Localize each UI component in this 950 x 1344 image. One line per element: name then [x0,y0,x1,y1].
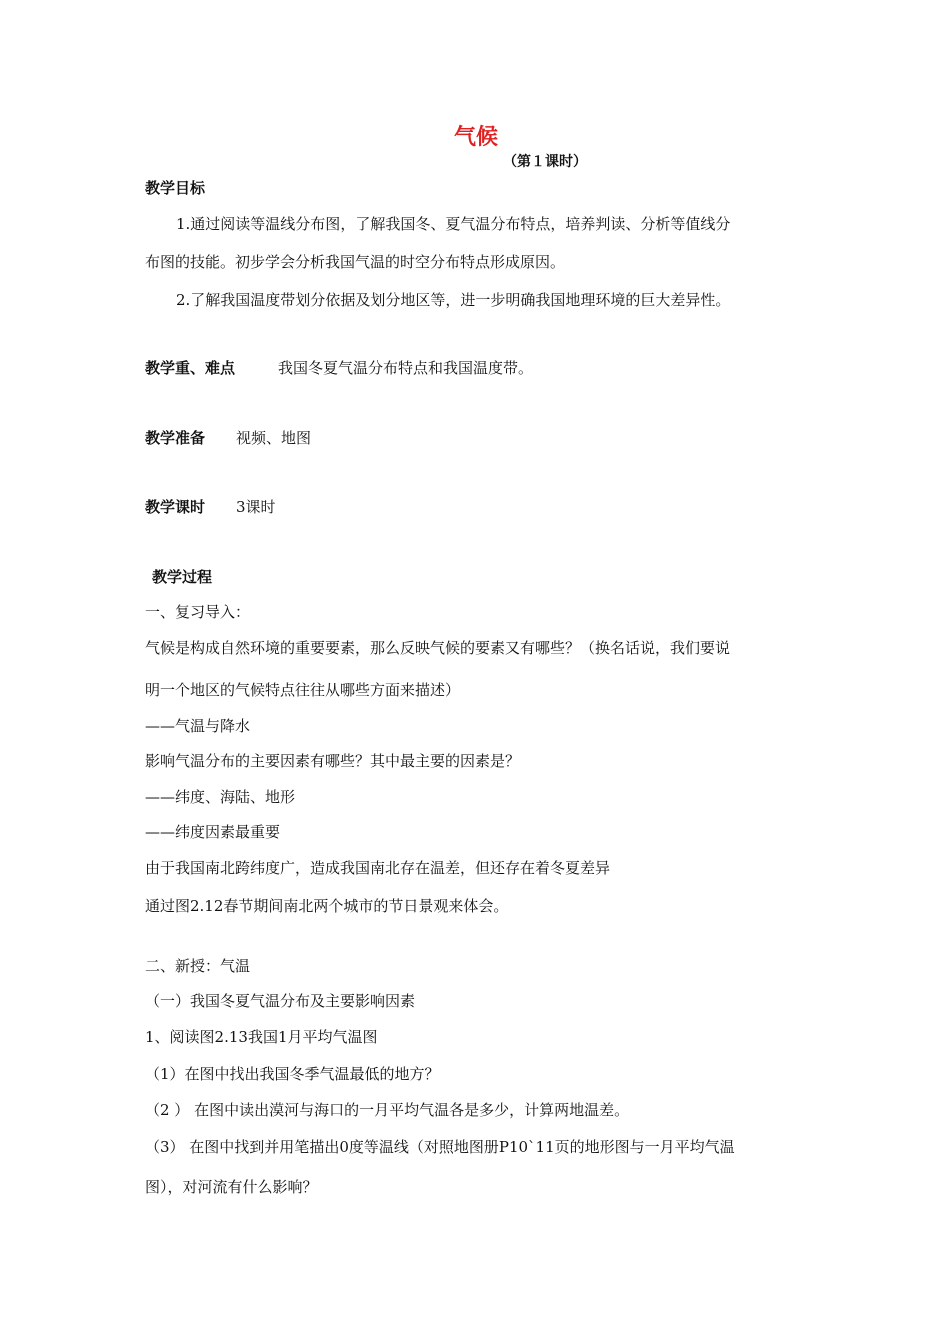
key-points-text: 我国冬夏气温分布特点和我国温度带。 [278,359,534,377]
preparation-text: 视频、地图 [236,429,312,447]
answer-2: ——纬度、海陆、地形 [145,788,296,806]
review-heading: 一、复习导入： [145,603,251,621]
periods-heading: 教学课时 [145,498,206,516]
preparation-heading: 教学准备 [145,429,206,447]
answer-3: ——纬度因素最重要 [145,823,281,841]
answer-1: ——气温与降水 [145,717,251,735]
objective-2: 2.了解我国温度带划分依据及划分地区等，进一步明确我国地理环境的巨大差异性。 [176,291,731,309]
question-1-line-1: 气候是构成自然环境的重要要素，那么反映气候的要素又有哪些？（换名话说，我们要说 [145,639,731,657]
task-3-line-1: （3） 在图中找到并用笔描出0度等温线（对照地图册P10`11页的地形图与一月平均气温 [145,1138,735,1156]
question-2: 影响气温分布的主要因素有哪些？其中最主要的因素是？ [145,752,521,770]
key-points-heading: 教学重、难点 [145,359,236,377]
question-1-line-2: 明一个地区的气候特点往往从哪些方面来描述） [145,681,461,699]
sub-heading: （一）我国冬夏气温分布及主要影响因素 [145,992,416,1010]
objectives-heading: 教学目标 [145,179,206,197]
task-3-line-2: 图），对河流有什么影响？ [145,1178,318,1196]
paragraph-2: 通过图2.12春节期间南北两个城市的节日景观来体会。 [145,897,509,915]
read-map-instruction: 1、阅读图2.13我国1月平均气温图 [145,1028,378,1046]
objective-1-line-1: 1.通过阅读等温线分布图，了解我国冬、夏气温分布特点，培养判读、分析等值线分 [176,215,731,233]
periods-text: 3课时 [236,498,276,516]
task-1: （1）在图中找出我国冬季气温最低的地方？ [145,1065,440,1083]
page-title: 气候 [454,125,499,150]
process-heading: 教学过程 [152,568,213,586]
objective-1-line-2: 布图的技能。初步学会分析我国气温的时空分布特点形成原因。 [145,253,566,271]
task-2: （2 ） 在图中读出漠河与海口的一月平均气温各是多少，计算两地温差。 [145,1101,630,1119]
new-lesson-heading: 二、新授：气温 [145,957,251,975]
page-subtitle: （第１课时） [503,154,587,170]
paragraph-1: 由于我国南北跨纬度广，造成我国南北存在温差，但还存在着冬夏差异 [145,859,611,877]
